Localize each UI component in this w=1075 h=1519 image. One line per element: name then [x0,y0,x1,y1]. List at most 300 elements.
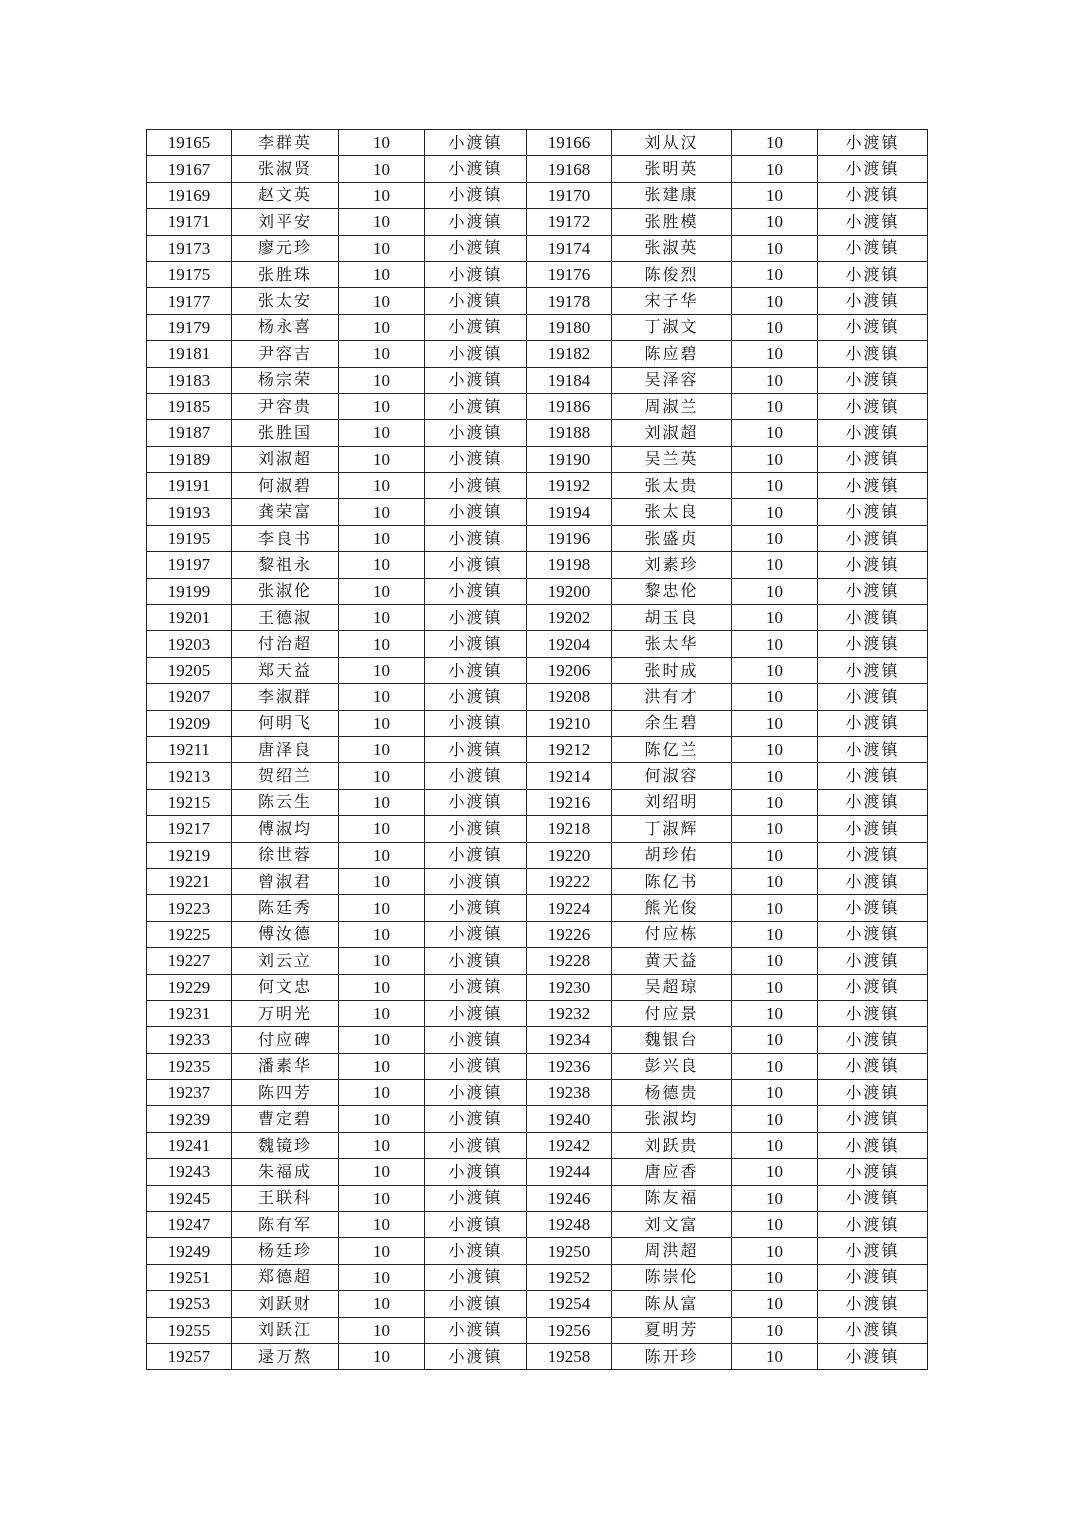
amount-cell: 10 [339,1000,425,1026]
amount-cell: 10 [732,261,818,287]
amount-cell: 10 [339,288,425,314]
id-cell: 19211 [147,736,232,762]
town-cell: 小渡镇 [425,499,527,525]
town-cell: 小渡镇 [818,1106,928,1132]
town-cell: 小渡镇 [425,868,527,894]
amount-cell: 10 [339,314,425,340]
name-cell: 李淑群 [232,684,339,710]
name-cell: 郑天益 [232,657,339,683]
town-cell: 小渡镇 [425,1291,527,1317]
table-row [147,1185,928,1211]
town-cell: 小渡镇 [818,974,928,1000]
amount-cell: 10 [339,393,425,419]
town-cell: 小渡镇 [818,1053,928,1079]
town-cell: 小渡镇 [425,1238,527,1264]
table-row [147,393,928,419]
name-cell: 何淑碧 [232,473,339,499]
id-cell: 19205 [147,657,232,683]
town-cell: 小渡镇 [818,842,928,868]
town-cell: 小渡镇 [425,420,527,446]
table-row [147,684,928,710]
town-cell: 小渡镇 [425,1106,527,1132]
town-cell: 小渡镇 [818,578,928,604]
name-cell: 刘从汉 [612,130,732,156]
name-cell: 张淑伦 [232,578,339,604]
amount-cell: 10 [339,182,425,208]
town-cell: 小渡镇 [818,314,928,340]
town-cell: 小渡镇 [818,182,928,208]
id-cell: 19203 [147,631,232,657]
id-cell: 19235 [147,1053,232,1079]
id-cell: 19249 [147,1238,232,1264]
name-cell: 潘素华 [232,1053,339,1079]
name-cell: 吴兰英 [612,446,732,472]
name-cell: 廖元珍 [232,235,339,261]
amount-cell: 10 [339,473,425,499]
name-cell: 陈亿兰 [612,736,732,762]
id-cell: 19220 [527,842,612,868]
amount-cell: 10 [339,1317,425,1343]
name-cell: 张太华 [612,631,732,657]
name-cell: 刘淑超 [232,446,339,472]
id-cell: 19227 [147,948,232,974]
town-cell: 小渡镇 [425,789,527,815]
id-cell: 19182 [527,341,612,367]
town-cell: 小渡镇 [818,948,928,974]
id-cell: 19193 [147,499,232,525]
amount-cell: 10 [339,684,425,710]
name-cell: 余生碧 [612,710,732,736]
roster-table [146,129,928,1370]
name-cell: 彭兴良 [612,1053,732,1079]
town-cell: 小渡镇 [425,1317,527,1343]
name-cell: 刘跃江 [232,1317,339,1343]
name-cell: 刘淑超 [612,420,732,446]
id-cell: 19187 [147,420,232,446]
name-cell: 洪有才 [612,684,732,710]
id-cell: 19215 [147,789,232,815]
amount-cell: 10 [732,842,818,868]
amount-cell: 10 [732,895,818,921]
name-cell: 胡玉良 [612,605,732,631]
table-row [147,235,928,261]
amount-cell: 10 [732,1291,818,1317]
id-cell: 19242 [527,1132,612,1158]
amount-cell: 10 [339,1185,425,1211]
id-cell: 19168 [527,156,612,182]
town-cell: 小渡镇 [818,631,928,657]
amount-cell: 10 [732,314,818,340]
amount-cell: 10 [339,1027,425,1053]
name-cell: 黄天益 [612,948,732,974]
name-cell: 赵文英 [232,182,339,208]
town-cell: 小渡镇 [818,235,928,261]
table-row [147,1317,928,1343]
id-cell: 19167 [147,156,232,182]
id-cell: 19192 [527,473,612,499]
table-row [147,341,928,367]
amount-cell: 10 [732,684,818,710]
amount-cell: 10 [732,1027,818,1053]
id-cell: 19256 [527,1317,612,1343]
amount-cell: 10 [339,868,425,894]
amount-cell: 10 [732,736,818,762]
table-row [147,499,928,525]
name-cell: 陈廷秀 [232,895,339,921]
id-cell: 19225 [147,921,232,947]
amount-cell: 10 [339,341,425,367]
town-cell: 小渡镇 [425,974,527,1000]
amount-cell: 10 [339,605,425,631]
town-cell: 小渡镇 [425,1053,527,1079]
table-row [147,314,928,340]
name-cell: 刘云立 [232,948,339,974]
id-cell: 19189 [147,446,232,472]
id-cell: 19173 [147,235,232,261]
table-row [147,1264,928,1290]
name-cell: 刘跃贵 [612,1132,732,1158]
table-row [147,816,928,842]
amount-cell: 10 [732,1264,818,1290]
town-cell: 小渡镇 [425,446,527,472]
id-cell: 19219 [147,842,232,868]
amount-cell: 10 [732,156,818,182]
town-cell: 小渡镇 [425,657,527,683]
id-cell: 19165 [147,130,232,156]
id-cell: 19170 [527,182,612,208]
town-cell: 小渡镇 [818,1080,928,1106]
amount-cell: 10 [732,605,818,631]
name-cell: 付应景 [612,1000,732,1026]
id-cell: 19238 [527,1080,612,1106]
town-cell: 小渡镇 [818,1027,928,1053]
town-cell: 小渡镇 [818,499,928,525]
name-cell: 李群英 [232,130,339,156]
amount-cell: 10 [339,1238,425,1264]
amount-cell: 10 [732,1317,818,1343]
name-cell: 张时成 [612,657,732,683]
id-cell: 19243 [147,1159,232,1185]
id-cell: 19166 [527,130,612,156]
name-cell: 张淑英 [612,235,732,261]
town-cell: 小渡镇 [818,420,928,446]
name-cell: 刘跃财 [232,1291,339,1317]
amount-cell: 10 [732,631,818,657]
amount-cell: 10 [732,1238,818,1264]
town-cell: 小渡镇 [818,1291,928,1317]
id-cell: 19255 [147,1317,232,1343]
town-cell: 小渡镇 [818,1238,928,1264]
amount-cell: 10 [732,367,818,393]
name-cell: 傅淑均 [232,816,339,842]
town-cell: 小渡镇 [425,156,527,182]
town-cell: 小渡镇 [818,1159,928,1185]
table-row [147,736,928,762]
town-cell: 小渡镇 [425,1212,527,1238]
name-cell: 杨永喜 [232,314,339,340]
town-cell: 小渡镇 [818,473,928,499]
id-cell: 19190 [527,446,612,472]
name-cell: 陈云生 [232,789,339,815]
amount-cell: 10 [339,420,425,446]
name-cell: 郑德超 [232,1264,339,1290]
amount-cell: 10 [732,789,818,815]
id-cell: 19228 [527,948,612,974]
name-cell: 吴泽容 [612,367,732,393]
town-cell: 小渡镇 [818,657,928,683]
name-cell: 张太贵 [612,473,732,499]
id-cell: 19169 [147,182,232,208]
table-row [147,446,928,472]
name-cell: 万明光 [232,1000,339,1026]
town-cell: 小渡镇 [425,1080,527,1106]
id-cell: 19197 [147,552,232,578]
name-cell: 杨廷珍 [232,1238,339,1264]
amount-cell: 10 [732,552,818,578]
name-cell: 尹容贵 [232,393,339,419]
table-row [147,288,928,314]
name-cell: 张胜珠 [232,261,339,287]
table-row [147,1132,928,1158]
town-cell: 小渡镇 [818,1185,928,1211]
amount-cell: 10 [339,763,425,789]
town-cell: 小渡镇 [818,525,928,551]
amount-cell: 10 [339,499,425,525]
town-cell: 小渡镇 [818,868,928,894]
table-row [147,1159,928,1185]
town-cell: 小渡镇 [425,182,527,208]
name-cell: 李良书 [232,525,339,551]
id-cell: 19233 [147,1027,232,1053]
id-cell: 19250 [527,1238,612,1264]
amount-cell: 10 [732,525,818,551]
town-cell: 小渡镇 [818,895,928,921]
amount-cell: 10 [339,657,425,683]
table-row [147,578,928,604]
id-cell: 19179 [147,314,232,340]
id-cell: 19206 [527,657,612,683]
amount-cell: 10 [732,473,818,499]
name-cell: 陈俊烈 [612,261,732,287]
id-cell: 19231 [147,1000,232,1026]
id-cell: 19200 [527,578,612,604]
id-cell: 19195 [147,525,232,551]
name-cell: 张胜国 [232,420,339,446]
town-cell: 小渡镇 [818,684,928,710]
town-cell: 小渡镇 [425,130,527,156]
name-cell: 陈应碧 [612,341,732,367]
id-cell: 19208 [527,684,612,710]
name-cell: 唐泽良 [232,736,339,762]
table-row [147,657,928,683]
town-cell: 小渡镇 [425,261,527,287]
amount-cell: 10 [732,288,818,314]
name-cell: 张淑均 [612,1106,732,1132]
name-cell: 黎祖永 [232,552,339,578]
id-cell: 19239 [147,1106,232,1132]
town-cell: 小渡镇 [425,341,527,367]
id-cell: 19244 [527,1159,612,1185]
town-cell: 小渡镇 [425,631,527,657]
name-cell: 曾淑君 [232,868,339,894]
town-cell: 小渡镇 [818,552,928,578]
name-cell: 陈友福 [612,1185,732,1211]
name-cell: 刘绍明 [612,789,732,815]
town-cell: 小渡镇 [425,367,527,393]
id-cell: 19254 [527,1291,612,1317]
table-row [147,868,928,894]
name-cell: 胡珍佑 [612,842,732,868]
id-cell: 19188 [527,420,612,446]
amount-cell: 10 [732,763,818,789]
amount-cell: 10 [732,1159,818,1185]
table-row [147,921,928,947]
table-body [147,130,928,1370]
town-cell: 小渡镇 [818,1000,928,1026]
id-cell: 19258 [527,1343,612,1369]
name-cell: 吴超琼 [612,974,732,1000]
town-cell: 小渡镇 [425,710,527,736]
amount-cell: 10 [732,420,818,446]
town-cell: 小渡镇 [818,921,928,947]
amount-cell: 10 [732,868,818,894]
name-cell: 黎忠伦 [612,578,732,604]
town-cell: 小渡镇 [425,235,527,261]
id-cell: 19222 [527,868,612,894]
amount-cell: 10 [339,578,425,604]
id-cell: 19180 [527,314,612,340]
amount-cell: 10 [732,1212,818,1238]
name-cell: 徐世蓉 [232,842,339,868]
id-cell: 19202 [527,605,612,631]
amount-cell: 10 [339,209,425,235]
name-cell: 刘素珍 [612,552,732,578]
amount-cell: 10 [732,1080,818,1106]
id-cell: 19232 [527,1000,612,1026]
id-cell: 19171 [147,209,232,235]
town-cell: 小渡镇 [818,156,928,182]
town-cell: 小渡镇 [425,1159,527,1185]
name-cell: 陈亿书 [612,868,732,894]
name-cell: 何文忠 [232,974,339,1000]
amount-cell: 10 [339,1106,425,1132]
town-cell: 小渡镇 [818,261,928,287]
table-row [147,209,928,235]
id-cell: 19252 [527,1264,612,1290]
town-cell: 小渡镇 [425,1343,527,1369]
amount-cell: 10 [339,446,425,472]
amount-cell: 10 [732,209,818,235]
town-cell: 小渡镇 [818,1212,928,1238]
town-cell: 小渡镇 [425,1027,527,1053]
town-cell: 小渡镇 [425,816,527,842]
name-cell: 陈从富 [612,1291,732,1317]
id-cell: 19196 [527,525,612,551]
id-cell: 19207 [147,684,232,710]
amount-cell: 10 [732,1343,818,1369]
town-cell: 小渡镇 [425,1000,527,1026]
id-cell: 19209 [147,710,232,736]
amount-cell: 10 [339,261,425,287]
amount-cell: 10 [732,578,818,604]
id-cell: 19246 [527,1185,612,1211]
amount-cell: 10 [339,631,425,657]
id-cell: 19184 [527,367,612,393]
table-row [147,1343,928,1369]
id-cell: 19212 [527,736,612,762]
name-cell: 曹定碧 [232,1106,339,1132]
town-cell: 小渡镇 [818,763,928,789]
name-cell: 陈开珍 [612,1343,732,1369]
id-cell: 19223 [147,895,232,921]
town-cell: 小渡镇 [818,288,928,314]
id-cell: 19214 [527,763,612,789]
name-cell: 张胜模 [612,209,732,235]
name-cell: 宋子华 [612,288,732,314]
amount-cell: 10 [732,948,818,974]
table-row [147,156,928,182]
town-cell: 小渡镇 [425,1132,527,1158]
name-cell: 付应碑 [232,1027,339,1053]
table-row [147,710,928,736]
town-cell: 小渡镇 [425,552,527,578]
id-cell: 19183 [147,367,232,393]
table-row [147,1238,928,1264]
town-cell: 小渡镇 [425,525,527,551]
amount-cell: 10 [732,921,818,947]
town-cell: 小渡镇 [818,605,928,631]
amount-cell: 10 [732,499,818,525]
town-cell: 小渡镇 [425,473,527,499]
town-cell: 小渡镇 [818,446,928,472]
id-cell: 19175 [147,261,232,287]
name-cell: 夏明芳 [612,1317,732,1343]
amount-cell: 10 [339,235,425,261]
amount-cell: 10 [339,525,425,551]
name-cell: 丁淑文 [612,314,732,340]
name-cell: 熊光俊 [612,895,732,921]
amount-cell: 10 [339,1132,425,1158]
amount-cell: 10 [339,130,425,156]
name-cell: 付治超 [232,631,339,657]
town-cell: 小渡镇 [818,789,928,815]
id-cell: 19177 [147,288,232,314]
town-cell: 小渡镇 [425,605,527,631]
town-cell: 小渡镇 [818,710,928,736]
id-cell: 19234 [527,1027,612,1053]
name-cell: 张建康 [612,182,732,208]
name-cell: 傅汝德 [232,921,339,947]
table-row [147,974,928,1000]
town-cell: 小渡镇 [818,130,928,156]
amount-cell: 10 [732,974,818,1000]
town-cell: 小渡镇 [425,763,527,789]
id-cell: 19224 [527,895,612,921]
name-cell: 王联科 [232,1185,339,1211]
table-row [147,525,928,551]
town-cell: 小渡镇 [818,1264,928,1290]
town-cell: 小渡镇 [818,341,928,367]
town-cell: 小渡镇 [818,367,928,393]
town-cell: 小渡镇 [818,1132,928,1158]
table-row [147,1291,928,1317]
amount-cell: 10 [732,816,818,842]
table-row [147,552,928,578]
name-cell: 张太良 [612,499,732,525]
id-cell: 19210 [527,710,612,736]
town-cell: 小渡镇 [425,895,527,921]
id-cell: 19216 [527,789,612,815]
